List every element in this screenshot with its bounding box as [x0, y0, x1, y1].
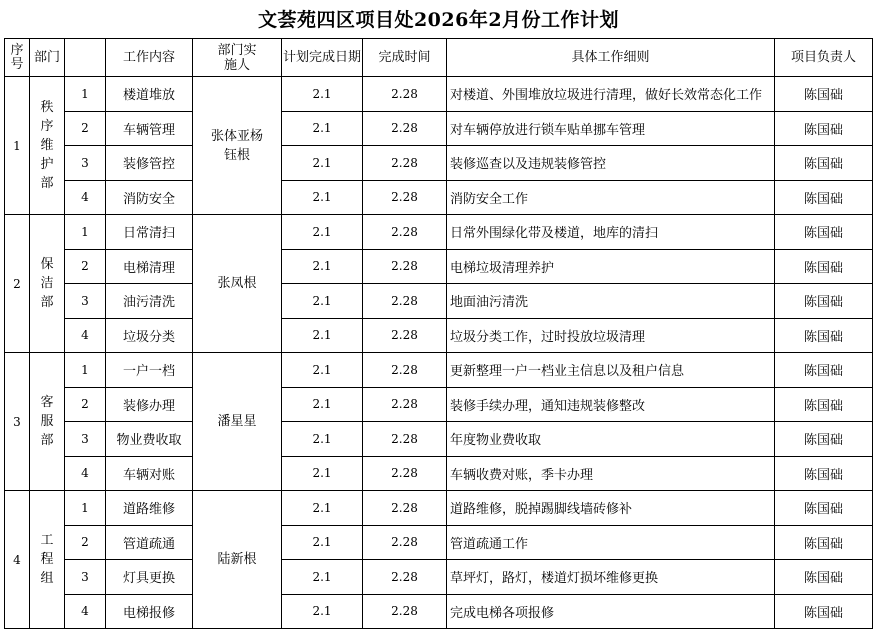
- table-row: [5, 146, 873, 181]
- project-owner: 陈国础: [775, 491, 873, 526]
- completed-time: 2.28: [363, 456, 447, 491]
- header-content: 工作内容: [106, 39, 193, 77]
- work-detail: 车辆收费对账，季卡办理: [447, 456, 775, 491]
- page-title: 文荟苑四区项目处2026年2月份工作计划: [257, 9, 620, 31]
- department-name: 客服部: [30, 353, 65, 491]
- work-detail: 装修巡查以及违规装修管控: [447, 146, 775, 181]
- work-content: 垃圾分类: [106, 318, 193, 353]
- group-seq: 1: [5, 77, 30, 215]
- work-detail: 地面油污清洗: [447, 284, 775, 319]
- item-number: 1: [65, 77, 106, 112]
- project-owner: 陈国础: [775, 180, 873, 215]
- table-row: [5, 77, 873, 112]
- project-owner: 陈国础: [775, 249, 873, 284]
- project-owner: 陈国础: [775, 594, 873, 629]
- table-row: [5, 249, 873, 284]
- table-row: [5, 353, 873, 388]
- header-dept: 部门: [30, 39, 65, 77]
- header-item-no: [65, 39, 106, 77]
- completed-time: 2.28: [363, 560, 447, 595]
- work-detail: 对车辆停放进行锁车贴单挪车管理: [447, 111, 775, 146]
- item-number: 2: [65, 249, 106, 284]
- project-owner: 陈国础: [775, 111, 873, 146]
- planned-date: 2.1: [282, 215, 363, 250]
- planned-date: 2.1: [282, 456, 363, 491]
- item-number: 4: [65, 456, 106, 491]
- completed-time: 2.28: [363, 353, 447, 388]
- item-number: 4: [65, 318, 106, 353]
- project-owner: 陈国础: [775, 215, 873, 250]
- header-row: [5, 39, 873, 77]
- department-name: 工程组: [30, 491, 65, 629]
- work-content: 灯具更换: [106, 560, 193, 595]
- work-content: 车辆管理: [106, 111, 193, 146]
- work-content: 装修管控: [106, 146, 193, 181]
- table-row: [5, 180, 873, 215]
- header-planned-date: 计划完成日期: [282, 39, 363, 77]
- table-row: [5, 594, 873, 629]
- table-row: [5, 525, 873, 560]
- project-owner: 陈国础: [775, 525, 873, 560]
- completed-time: 2.28: [363, 77, 447, 112]
- work-content: 消防安全: [106, 180, 193, 215]
- header-seq: 序号: [5, 39, 30, 77]
- project-owner: 陈国础: [775, 284, 873, 319]
- completed-time: 2.28: [363, 387, 447, 422]
- table-row: [5, 284, 873, 319]
- planned-date: 2.1: [282, 180, 363, 215]
- item-number: 4: [65, 594, 106, 629]
- project-owner: 陈国础: [775, 422, 873, 457]
- table-row: [5, 422, 873, 457]
- work-detail: 装修手续办理，通知违规装修整改: [447, 387, 775, 422]
- work-detail: 完成电梯各项报修: [447, 594, 775, 629]
- project-owner: 陈国础: [775, 387, 873, 422]
- group-seq: 2: [5, 215, 30, 353]
- planned-date: 2.1: [282, 318, 363, 353]
- work-content: 车辆对账: [106, 456, 193, 491]
- planned-date: 2.1: [282, 560, 363, 595]
- planned-date: 2.1: [282, 353, 363, 388]
- completed-time: 2.28: [363, 146, 447, 181]
- table-row: [5, 215, 873, 250]
- completed-time: 2.28: [363, 111, 447, 146]
- work-content: 物业费收取: [106, 422, 193, 457]
- work-content: 电梯清理: [106, 249, 193, 284]
- item-number: 3: [65, 146, 106, 181]
- department-executor: 张体亚杨钰根: [193, 77, 282, 215]
- header-executor: 部门实施人: [193, 39, 282, 77]
- item-number: 1: [65, 215, 106, 250]
- work-detail: 更新整理一户一档业主信息以及租户信息: [447, 353, 775, 388]
- completed-time: 2.28: [363, 284, 447, 319]
- work-content: 油污清洗: [106, 284, 193, 319]
- work-detail: 管道疏通工作: [447, 525, 775, 560]
- work-content: 日常清扫: [106, 215, 193, 250]
- work-detail: 消防安全工作: [447, 180, 775, 215]
- item-number: 3: [65, 422, 106, 457]
- group-seq: 3: [5, 353, 30, 491]
- planned-date: 2.1: [282, 146, 363, 181]
- department-executor: 张凤根: [193, 215, 282, 353]
- department-name: 秩序维护部: [30, 77, 65, 215]
- group-seq: 4: [5, 491, 30, 629]
- planned-date: 2.1: [282, 77, 363, 112]
- work-content: 一户一档: [106, 353, 193, 388]
- department-executor: 潘星星: [193, 353, 282, 491]
- item-number: 2: [65, 525, 106, 560]
- planned-date: 2.1: [282, 111, 363, 146]
- item-number: 3: [65, 284, 106, 319]
- header-details: 具体工作细则: [447, 39, 775, 77]
- planned-date: 2.1: [282, 491, 363, 526]
- completed-time: 2.28: [363, 525, 447, 560]
- completed-time: 2.28: [363, 318, 447, 353]
- planned-date: 2.1: [282, 594, 363, 629]
- work-detail: 道路维修，脱掉踢脚线墙砖修补: [447, 491, 775, 526]
- project-owner: 陈国础: [775, 318, 873, 353]
- work-plan-table: [4, 38, 873, 629]
- completed-time: 2.28: [363, 422, 447, 457]
- item-number: 1: [65, 353, 106, 388]
- project-owner: 陈国础: [775, 77, 873, 112]
- project-owner: 陈国础: [775, 353, 873, 388]
- work-detail: 垃圾分类工作，过时投放垃圾清理: [447, 318, 775, 353]
- completed-time: 2.28: [363, 594, 447, 629]
- table-row: [5, 387, 873, 422]
- item-number: 1: [65, 491, 106, 526]
- work-detail: 电梯垃圾清理养护: [447, 249, 775, 284]
- completed-time: 2.28: [363, 180, 447, 215]
- work-detail: 年度物业费收取: [447, 422, 775, 457]
- planned-date: 2.1: [282, 422, 363, 457]
- table-row: [5, 318, 873, 353]
- header-completed-time: 完成时间: [363, 39, 447, 77]
- department-name: 保洁部: [30, 215, 65, 353]
- work-detail: 日常外围绿化带及楼道，地库的清扫: [447, 215, 775, 250]
- project-owner: 陈国础: [775, 560, 873, 595]
- work-content: 道路维修: [106, 491, 193, 526]
- item-number: 3: [65, 560, 106, 595]
- completed-time: 2.28: [363, 491, 447, 526]
- header-owner: 项目负责人: [775, 39, 873, 77]
- item-number: 2: [65, 111, 106, 146]
- table-row: [5, 560, 873, 595]
- work-detail: 对楼道、外围堆放垃圾进行清理，做好长效常态化工作: [447, 77, 775, 112]
- planned-date: 2.1: [282, 525, 363, 560]
- table-row: [5, 491, 873, 526]
- table-row: [5, 456, 873, 491]
- table-body: [5, 77, 873, 629]
- planned-date: 2.1: [282, 249, 363, 284]
- work-content: 装修办理: [106, 387, 193, 422]
- item-number: 2: [65, 387, 106, 422]
- table-row: [5, 111, 873, 146]
- planned-date: 2.1: [282, 387, 363, 422]
- project-owner: 陈国础: [775, 456, 873, 491]
- completed-time: 2.28: [363, 215, 447, 250]
- item-number: 4: [65, 180, 106, 215]
- department-executor: 陆新根: [193, 491, 282, 629]
- planned-date: 2.1: [282, 284, 363, 319]
- completed-time: 2.28: [363, 249, 447, 284]
- work-detail: 草坪灯，路灯，楼道灯损坏维修更换: [447, 560, 775, 595]
- work-content: 楼道堆放: [106, 77, 193, 112]
- work-content: 管道疏通: [106, 525, 193, 560]
- work-content: 电梯报修: [106, 594, 193, 629]
- project-owner: 陈国础: [775, 146, 873, 181]
